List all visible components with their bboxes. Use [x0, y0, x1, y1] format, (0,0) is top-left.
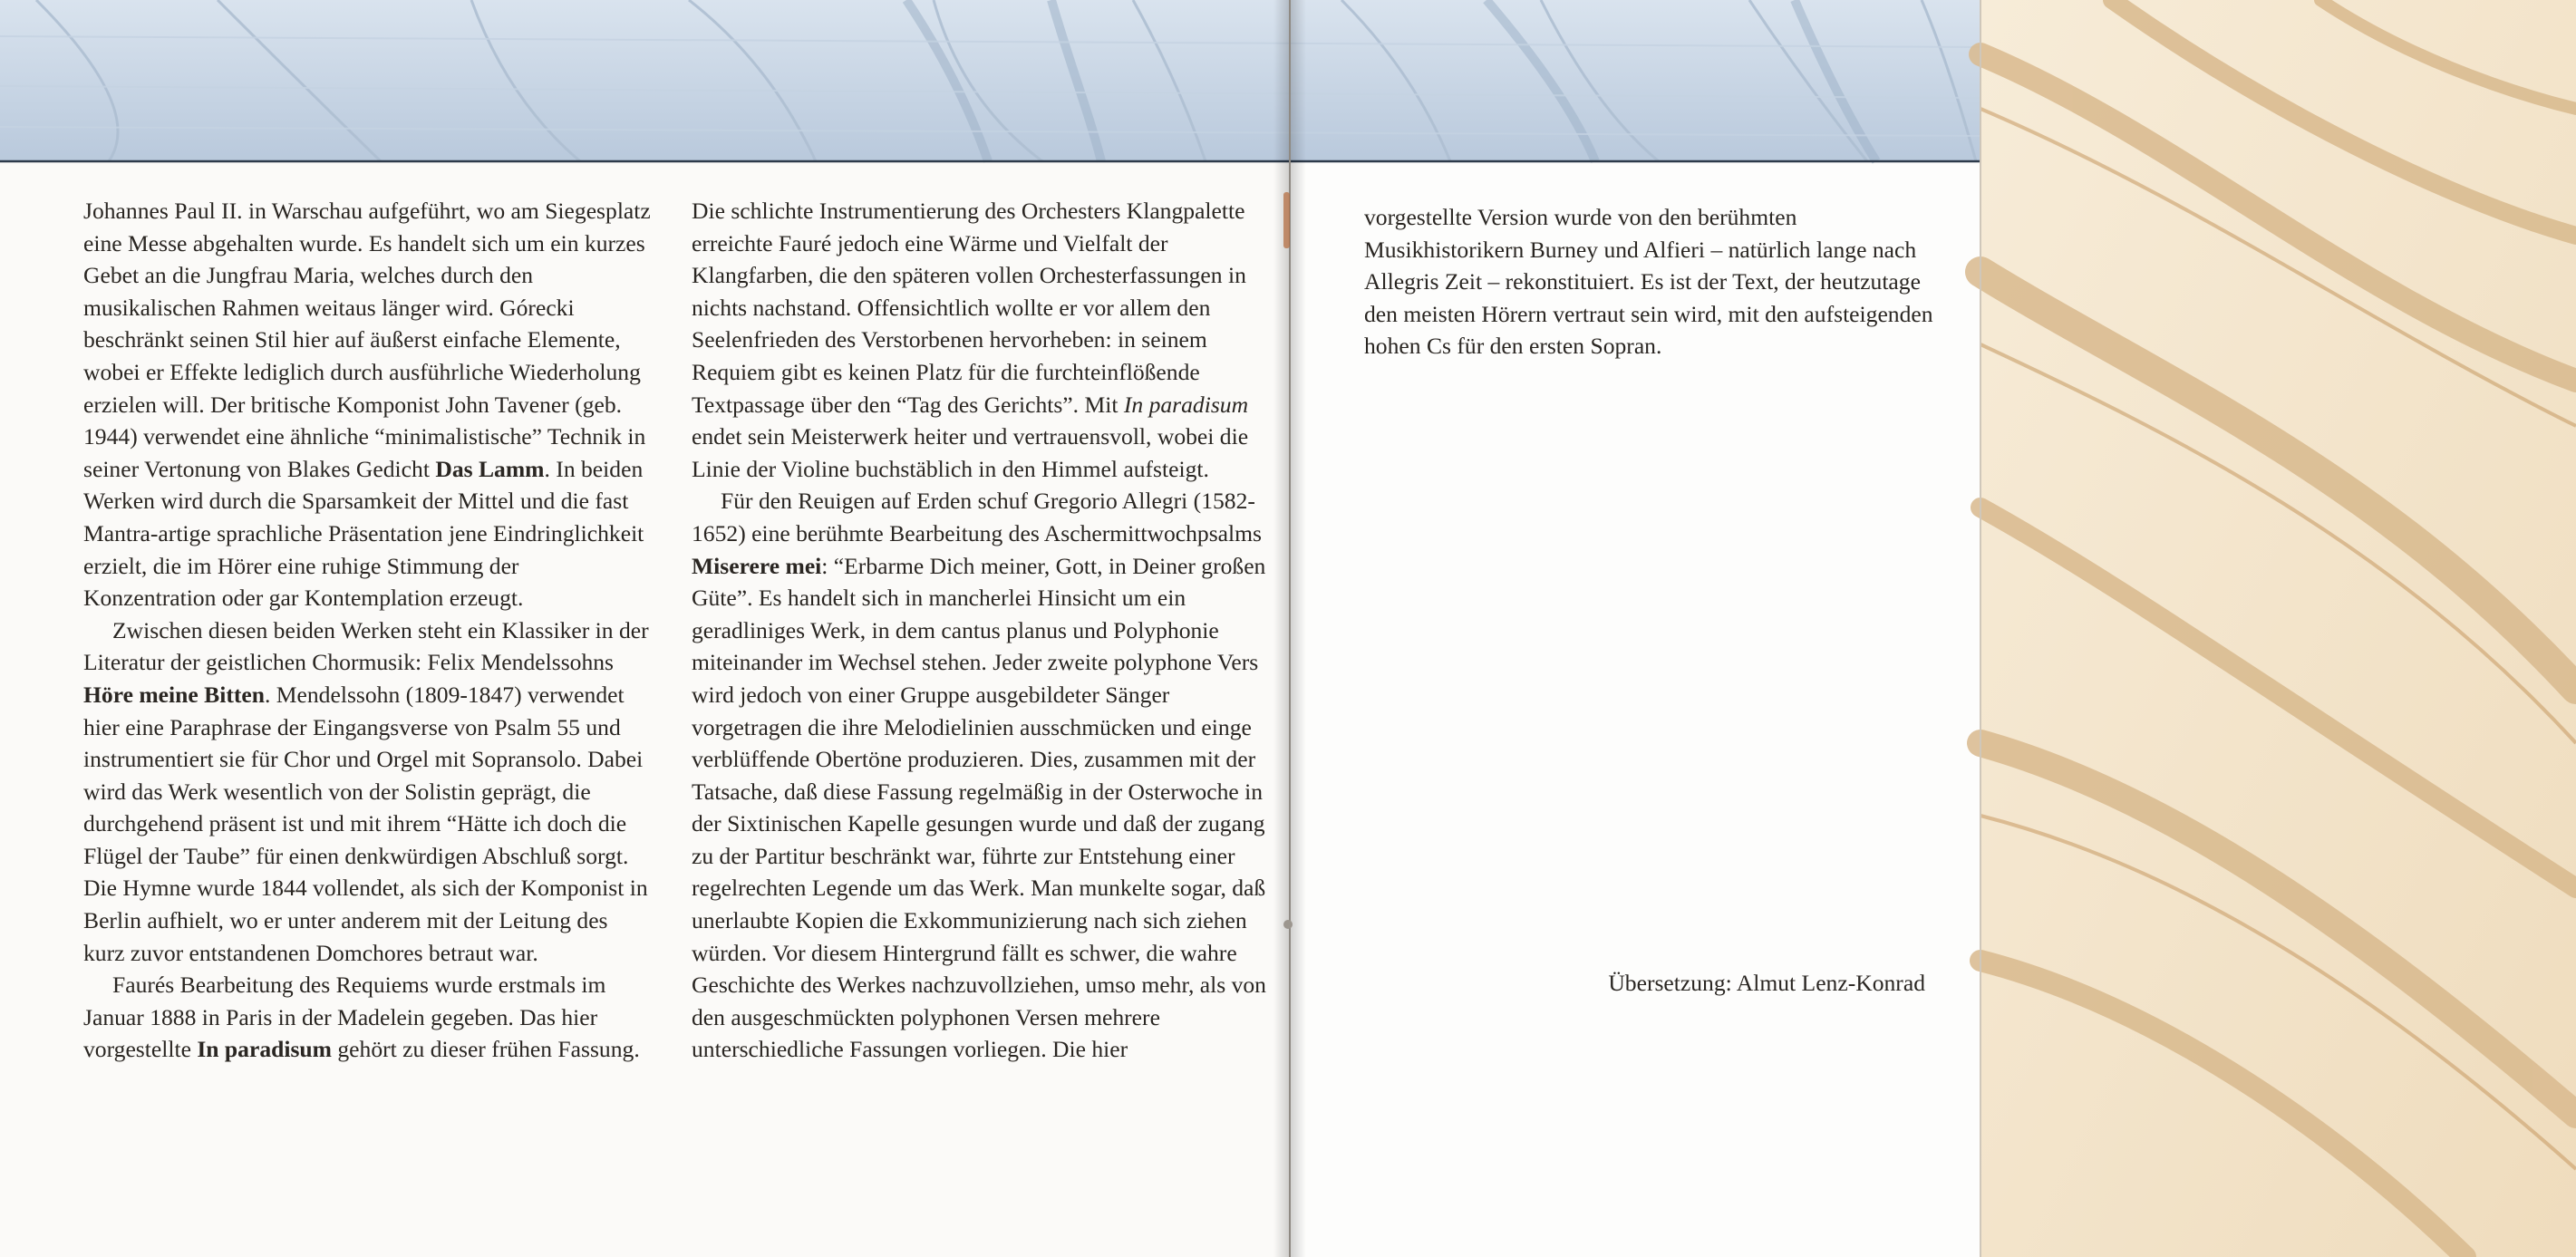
translation-credit: Übersetzung: Almut Lenz-Konrad	[1608, 970, 1925, 996]
text-column-1	[83, 195, 654, 1066]
text-column-2	[692, 195, 1267, 1066]
text-column-3	[1364, 201, 1944, 363]
paragraph: Zwischen diesen beiden Werken steht ein Klassiker in der Literatur der geistlichen Chormusik: Felix Mendelssohns Höre meine Bitten. Mendelssohn (1809-1847) verwendet hier eine Paraphrase der Eingangsverse von Psalm 55 und instrumentiert sie für Chor und Orgel mit Sopransolo. Dabei wird das Werk wesentlich von der Solistin geprägt, die durchgehend präsent ist und mit ihrem “Hätte ich doch die Flügel der Taube” für einen denkwürdigen Abschluß sorgt. Die Hymne wurde 1844 vollendet, als sich der Komponist in Berlin aufhielt, wo er unter anderem mit der Leitung des kurz zuvor entstandenen Domchores betraut war.	[83, 616, 649, 966]
spine-tear-mark	[1283, 192, 1290, 248]
paragraph: Faurés Bearbeitung des Requiems wurde erstmals im Januar 1888 in Paris in der Madelein gegeben. Das hier vorgestellte In paradisum gehört zu dieser frühen Fassung.	[83, 972, 640, 1063]
right-booklet-page	[1290, 0, 1980, 1257]
paragraph: Die schlichte Instrumentierung des Orchesters Klangpalette erreichte Fauré jedoch eine Wärme und Vielfalt der Klangfarben, die den späteren vollen Orchesterfassungen in nichts nachstand. Offensichtlich wollte er vor allem den Seelenfrieden des Verstorbenen hervorheben: in seinem Requiem gibt es keinen Platz für die furchteinflößende Textpassage über den “Tag des Gerichts”. Mit In paradisum endet sein Meisterwerk heiter und vertrauensvoll, wobei die Linie der Violine buchstäblich in den Himmel aufsteigt.	[692, 198, 1249, 482]
cathedral-vault-header-image	[0, 0, 1980, 161]
marble-cover-flap	[1980, 0, 2576, 1257]
paragraph: vorgestellte Version wurde von den berühmten Musikhistorikern Burney und Alfieri – natürlich lange nach Allegris Zeit – rekonstituiert. Es ist der Text, der heutzutage den meisten Hörern vertraut sein wird, mit den aufsteigenden hohen Cs für den ersten Sopran.	[1364, 204, 1933, 360]
work-title: Höre meine Bitten	[83, 681, 265, 708]
paragraph: Für den Reuigen auf Erden schuf Gregorio Allegri (1582-1652) eine berühmte Bearbeitung des Aschermittwochpsalms Miserere mei: “Erbarme Dich meiner, Gott, in Deiner großen Güte”. Es handelt sich in mancherlei Hinsicht um ein geradliniges Werk, in dem cantus planus und Polyphonie miteinander im Wechsel stehen. Jeder zweite polyphone Vers wird jedoch von einer Gruppe ausgebildeter Sänger vorgetragen die ihre Melodielinien ausschmücken und einge verblüffende Obertöne produzieren. Dies, zusammen mit der Tatsache, daß diese Fassung regelmäßig in der Osterwoche in der Sixtinischen Kapelle gesungen wurde und daß der zugang zu der Partitur beschränkt war, führte zur Entstehung einer regelrechten Legende um das Werk. Man munkelte sogar, daß unerlaubte Kopien die Exkommunizierung nach sich ziehen würden. Vor diesem Hintergrund fällt es schwer, die wahre Geschichte des Werkes nachzuvollziehen, umso mehr, als von den ausgeschmückten polyphonen Versen mehrere unterschiedliche Fassungen vorliegen. Die hier	[692, 488, 1266, 1063]
staple-mark	[1283, 920, 1293, 929]
work-title: Miserere mei	[692, 552, 822, 579]
paragraph: Johannes Paul II. in Warschau aufgeführt, wo am Siegesplatz eine Messe abgehalten wurde. Es handelt sich um ein kurzes Gebet an die Jungfrau Maria, welches durch den musikalischen Rahmen weitaus länger wird. Górecki beschränkt seinen Stil hier auf äußerst einfache Elemente, wobei er Effekte lediglich durch ausführliche Wiederholung erzielen will. Der britische Komponist John Tavener (geb. 1944) verwendet eine ähnliche “minimalistische” Technik in seiner Vertonung von Blakes Gedicht Das Lamm. In beiden Werken wird durch die Sparsamkeit der Mittel und die fast Mantra-artige sprachliche Präsentation jene Eindringlichkeit erzielt, die im Hörer eine ruhige Stimmung der Konzentration oder gar Kontemplation erzeugt.	[83, 198, 651, 612]
work-title-italic: In paradisum	[1123, 391, 1249, 418]
work-title: Das Lamm	[435, 455, 545, 482]
work-title: In paradisum	[197, 1036, 332, 1063]
